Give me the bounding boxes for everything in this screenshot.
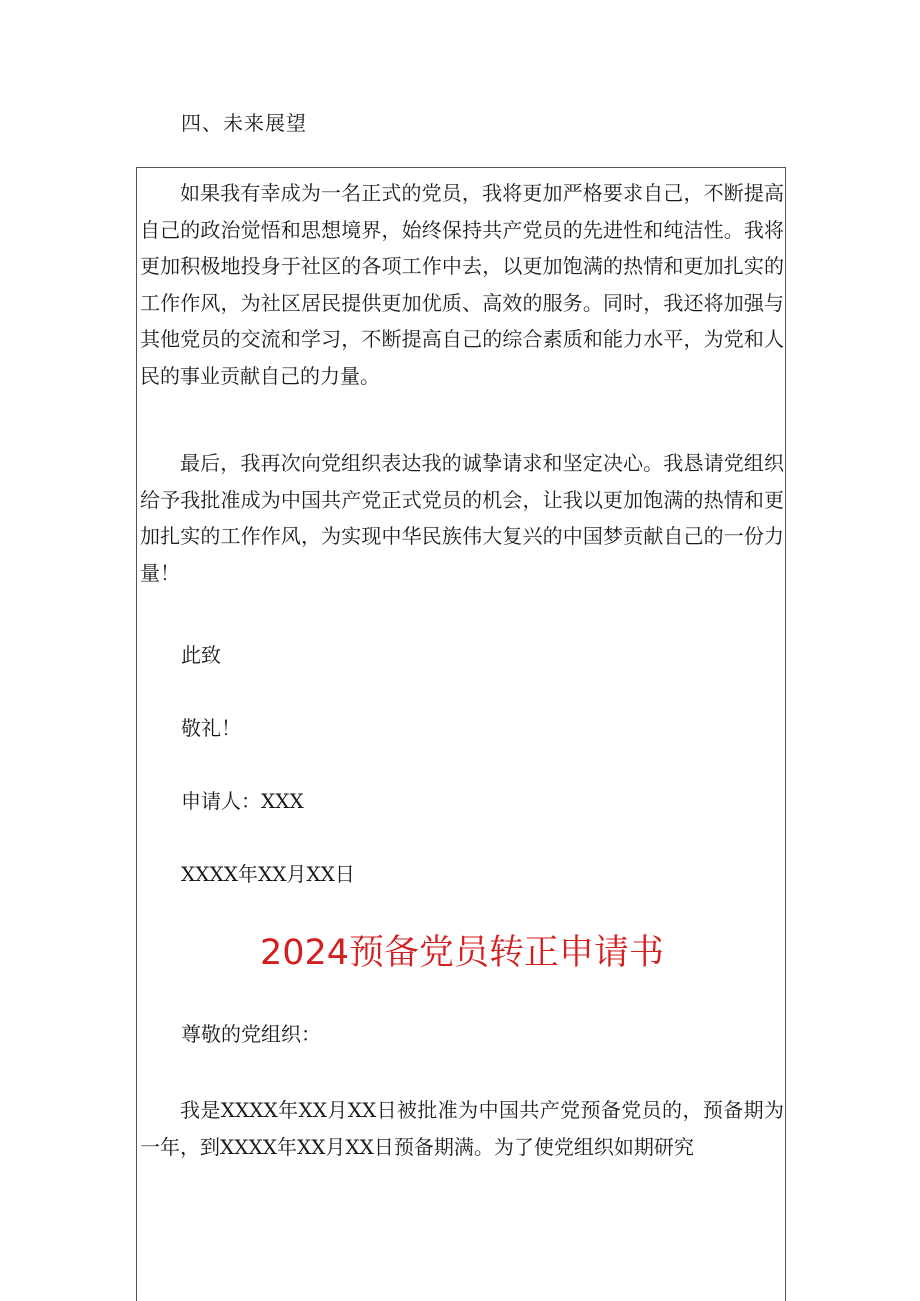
- applicant-name: 申请人：XXX: [181, 789, 304, 813]
- paragraph-future-outlook: 如果我有幸成为一名正式的党员，我将更加严格要求自己，不断提高自己的政治觉悟和思想境界，始终保持共产党员的先进性和纯洁性。我将更加积极地投身于社区的各项工作中去，以更加饱满的热情和更加扎实的工作作风，为社区居民提供更加优质、高效的服务。同时，我还将加强与其他党员的交流和学习，不断提高自己的综合素质和能力水平，为党和人民的事业贡献自己的力量。: [140, 181, 784, 388]
- document-title: 2024预备党员转正申请书: [259, 933, 665, 973]
- salutation: 尊敬的党组织：: [181, 1022, 321, 1046]
- section-heading: 四、未来展望: [181, 111, 307, 135]
- sign-off-jingli: 敬礼！: [181, 716, 241, 740]
- sign-off-cizhi: 此致: [181, 643, 221, 667]
- paragraph-intro: 我是XXXX年XX月XX日被批准为中国共产党预备党员的，预备期为一年，到XXXX年XX月XX日预备期满。为了使党组织如期研究: [140, 1098, 784, 1159]
- application-date: XXXX年XX月XX日: [181, 862, 355, 886]
- paragraph-closing-request: 最后，我再次向党组织表达我的诚挚请求和坚定决心。我恳请党组织给予我批准成为中国共产党正式党员的机会，让我以更加饱满的热情和更加扎实的工作作风，为实现中华民族伟大复兴的中国梦贡献自己的一份力量！: [140, 451, 784, 585]
